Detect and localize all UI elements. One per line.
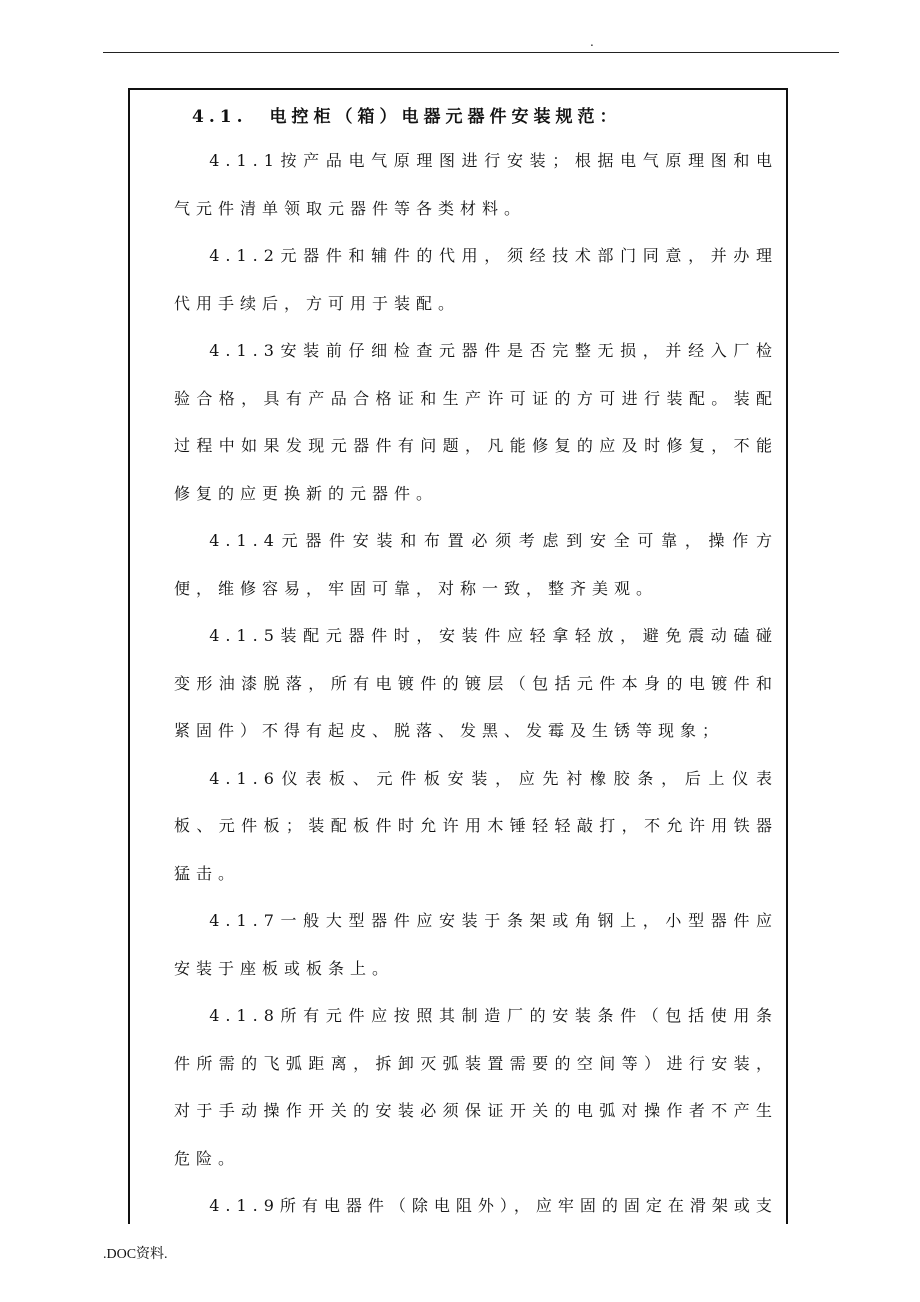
paragraph-4-1-8: 4.1.8所有元件应按照其制造厂的安装条件（包括使用条件所需的飞弧距离，拆卸灭弧装置需要的空间等）进行安装，对于手动操作开关的安装必须保证开关的电弧对操作者不产生危险。 <box>174 1006 778 1168</box>
paragraph-4-1-7: 4.1.7一般大型器件应安装于条架或角钢上，小型器件应安装于座板或板条上。 <box>174 911 778 978</box>
section-title: 电控柜（箱）电器元器件安装规范： <box>269 107 622 127</box>
section-heading <box>192 106 622 128</box>
paragraph-4-1-2: 4.1.2元器件和辅件的代用，须经技术部门同意，并办理代用手续后，方可用于装配。 <box>174 246 778 313</box>
section-number: 4.1. <box>192 107 248 127</box>
header-rule <box>103 52 839 53</box>
paragraph-list <box>174 137 778 1224</box>
paragraph-4-1-1: 4.1.1按产品电气原理图进行安装；根据电气原理图和电气元件清单领取元器件等各类材料。 <box>174 151 778 218</box>
footer-label: .DOC资料. <box>103 1247 168 1262</box>
paragraph-4-1-9: 4.1.9所有电器件（除电阻外），应牢固的固定在滑架或支 <box>209 1196 778 1215</box>
content-box <box>128 88 788 1224</box>
paragraph-4-1-4: 4.1.4元器件安装和布置必须考虑到安全可靠，操作方便，维修容易，牢固可靠，对称一致，整齐美观。 <box>174 531 778 598</box>
paragraph-4-1-3: 4.1.3安装前仔细检查元器件是否完整无损，并经入厂检验合格，具有产品合格证和生产许可证的方可进行装配。装配过程中如果发现元器件有问题，凡能修复的应及时修复，不能修复的应更换新的元器件。 <box>174 341 778 503</box>
header-mark: . <box>590 35 594 49</box>
paragraph-4-1-5: 4.1.5装配元器件时，安装件应轻拿轻放，避免震动磕碰变形油漆脱落，所有电镀件的镀层（包括元件本身的电镀件和紧固件）不得有起皮、脱落、发黑、发霉及生锈等现象； <box>174 626 778 740</box>
paragraph-4-1-6: 4.1.6仪表板、元件板安装，应先衬橡胶条，后上仪表板、元件板；装配板件时允许用木锤轻轻敲打，不允许用铁器猛击。 <box>174 768 778 883</box>
